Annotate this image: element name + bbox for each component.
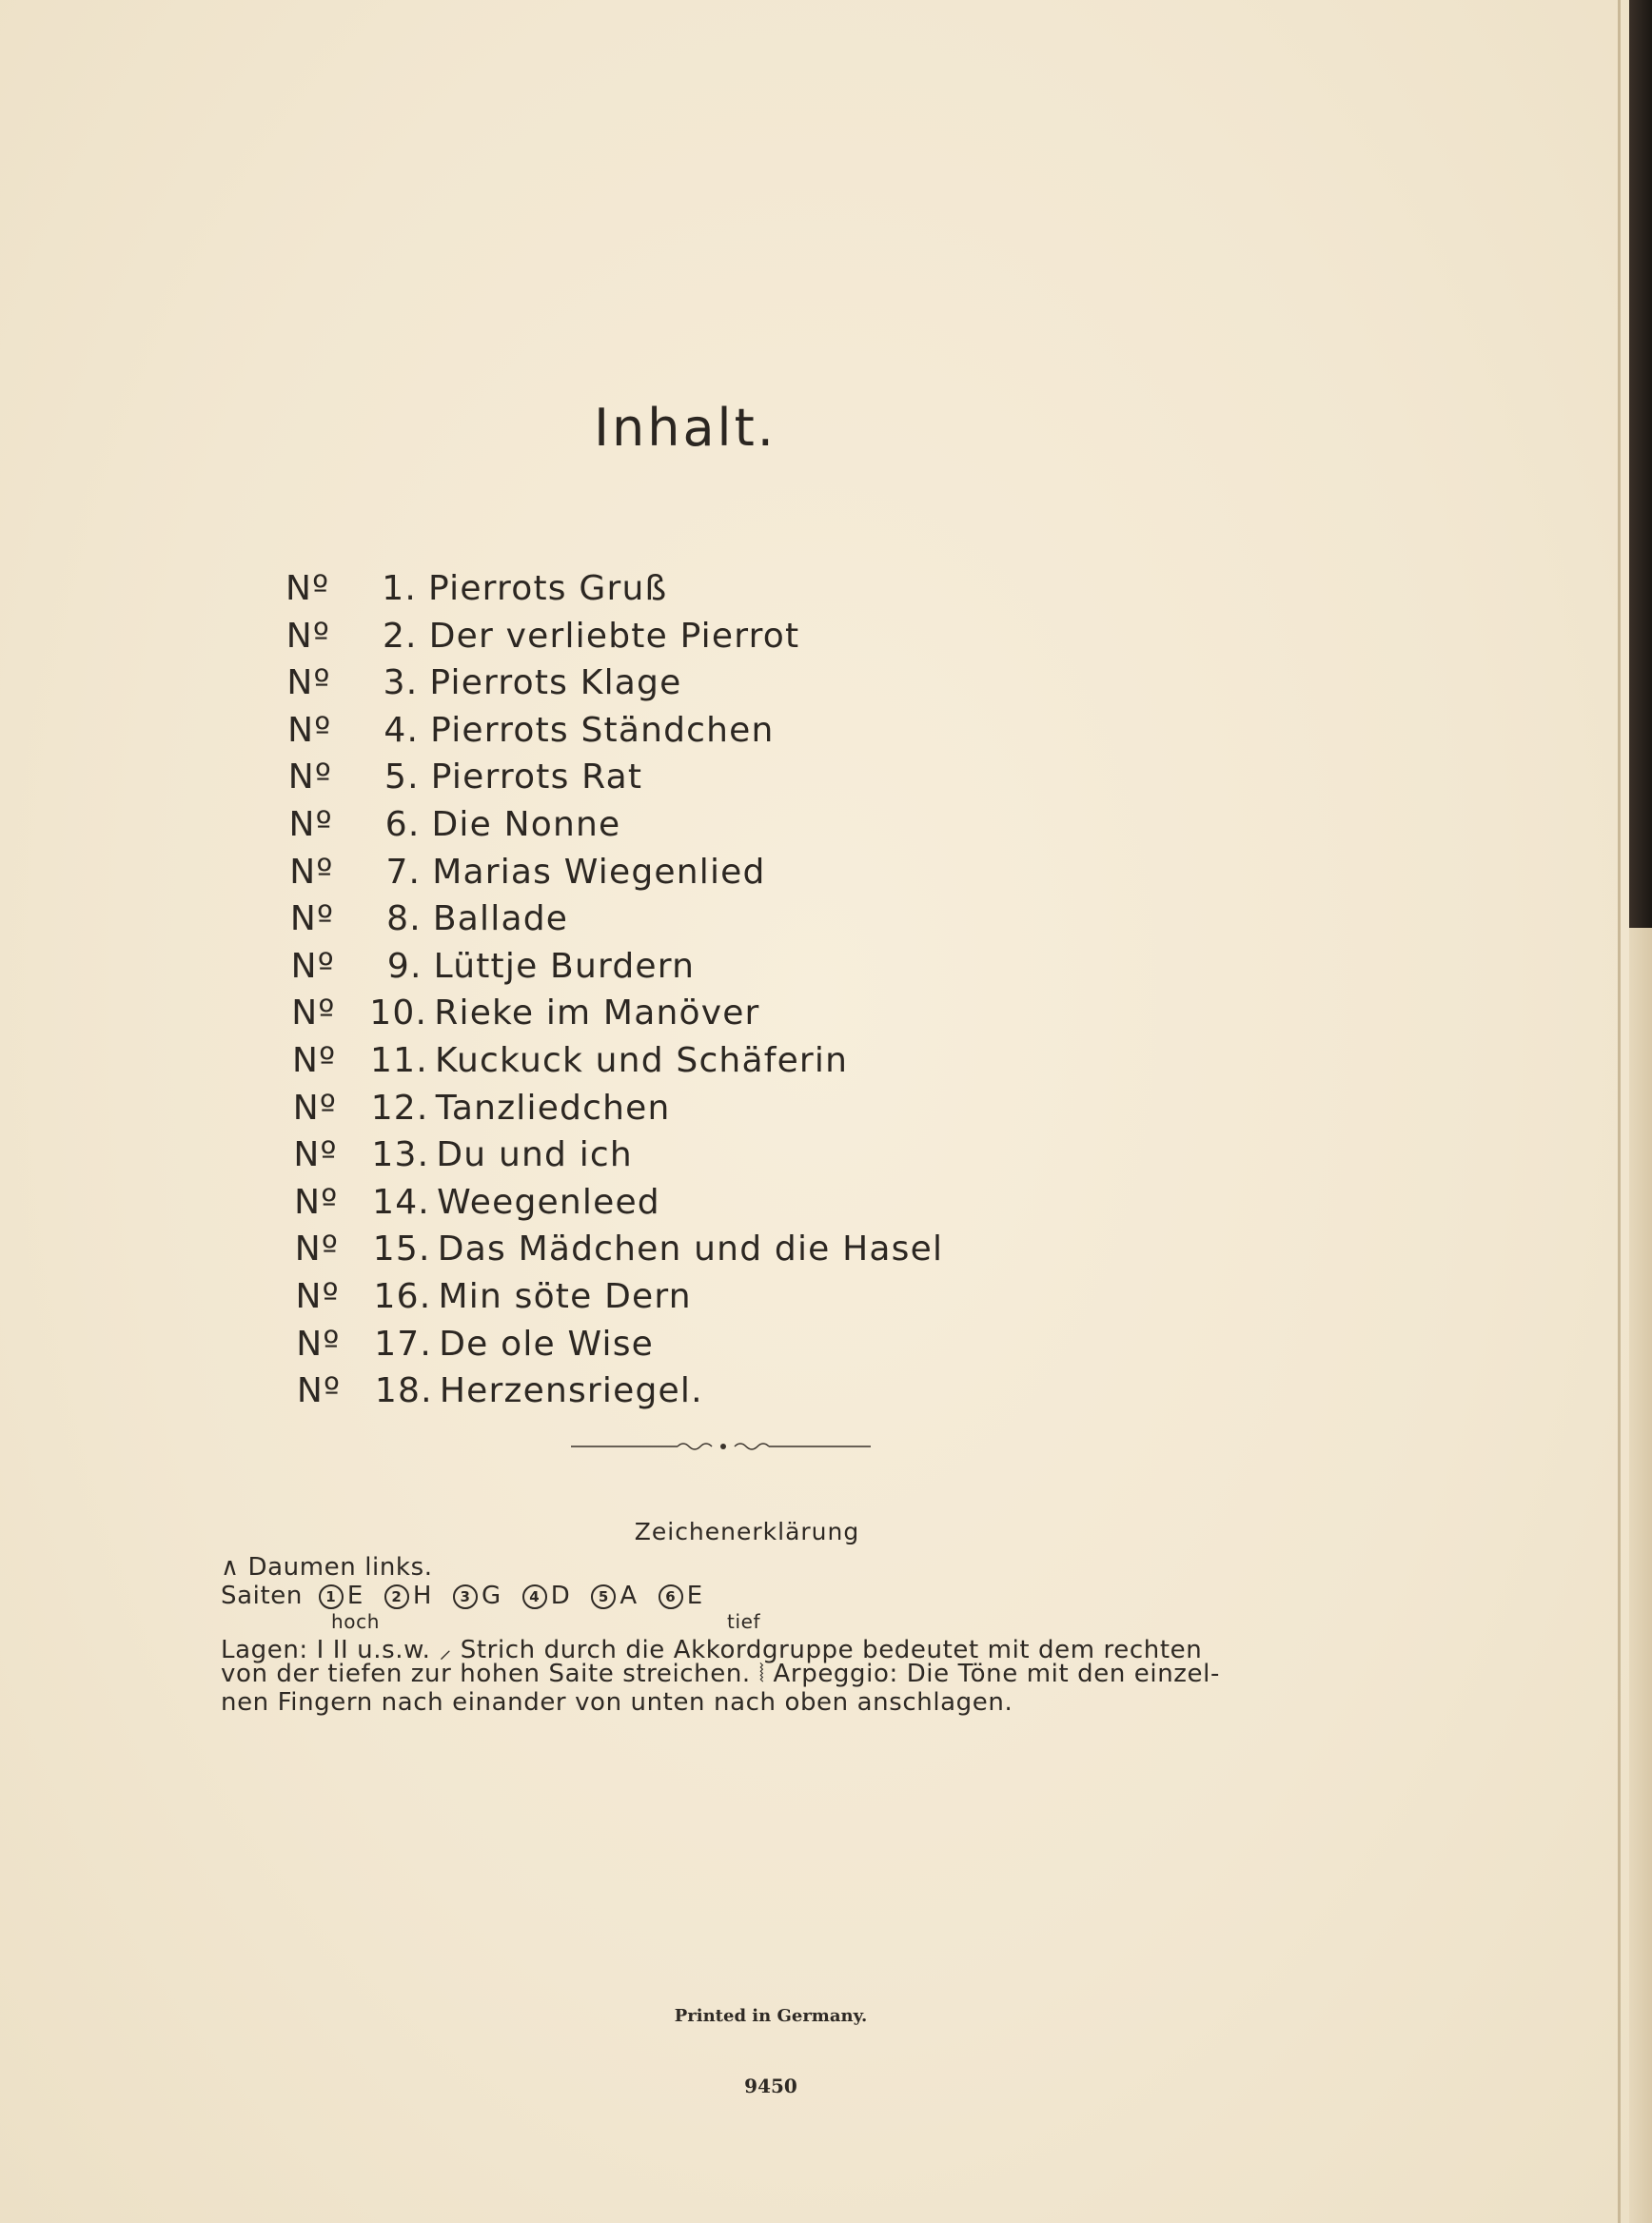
toc-number: 3. <box>383 663 419 703</box>
toc-title: Die Nonne <box>431 804 621 844</box>
toc-number: 18. <box>374 1371 433 1411</box>
toc-entry <box>296 1277 944 1325</box>
legend-low: tief <box>727 1610 761 1633</box>
toc-no-label: Nº <box>285 569 330 608</box>
toc-title: Das Mädchen und die Hasel <box>437 1230 944 1269</box>
toc-entry <box>291 947 944 994</box>
toc-title: Herzensriegel. <box>439 1371 703 1411</box>
toc-title: Der verliebte Pierrot <box>428 616 800 656</box>
toc-entry <box>291 993 943 1041</box>
toc-entry <box>296 1325 943 1372</box>
toc-no-label: Nº <box>294 1230 340 1269</box>
strings-label: Saiten <box>221 1582 303 1610</box>
toc-no-label: Nº <box>293 1135 338 1175</box>
toc-no-label: Nº <box>285 616 330 656</box>
toc-no-label: Nº <box>286 663 331 703</box>
toc-no-label: Nº <box>288 804 333 844</box>
page-edge-light <box>1629 928 1652 2223</box>
toc-entry <box>288 757 943 805</box>
string-note: G <box>482 1582 502 1610</box>
toc-number: 13. <box>371 1135 430 1175</box>
toc-number: 11. <box>370 1040 428 1080</box>
toc-number: 14. <box>372 1182 430 1222</box>
toc-number: 2. <box>382 616 418 656</box>
toc-title: Pierrots Klage <box>429 663 682 703</box>
toc-no-label: Nº <box>294 1182 339 1222</box>
toc-title: Rieke im Manöver <box>434 993 760 1033</box>
string-note: E <box>686 1582 703 1610</box>
table-of-contents <box>285 569 943 1419</box>
toc-title: Ballade <box>432 899 569 939</box>
printed-in-germany: Printed in Germany. <box>674 2006 868 2026</box>
legend-line-1: Lagen: I II u.s.w. ⸝ Strich durch die Akkordgruppe bedeutet mit dem rechten <box>221 1636 1203 1664</box>
toc-entry <box>295 1230 943 1277</box>
toc-title: De ole Wise <box>439 1324 655 1364</box>
toc-entry <box>294 1183 943 1230</box>
toc-no-label: Nº <box>296 1371 342 1411</box>
toc-title: Tanzliedchen <box>435 1088 671 1128</box>
toc-number: 16. <box>373 1276 432 1316</box>
toc-number: 6. <box>384 804 421 844</box>
toc-title: Min söte Dern <box>438 1276 692 1316</box>
toc-number: 8. <box>386 899 422 939</box>
string-number-circle: 5 <box>591 1584 616 1609</box>
toc-entry <box>293 1089 944 1136</box>
toc-title: Pierrots Rat <box>430 757 643 797</box>
toc-entry <box>289 853 943 900</box>
toc-number: 9. <box>386 946 423 986</box>
legend-line-2: von der tiefen zur hohen Saite streichen. ⦚ Arpeggio: Die Töne mit den einzel- <box>221 1660 1220 1688</box>
toc-no-label: Nº <box>296 1324 341 1364</box>
toc-entry <box>297 1371 943 1419</box>
string-note: D <box>550 1582 571 1610</box>
toc-title: Weegenleed <box>437 1182 660 1222</box>
toc-no-label: Nº <box>290 946 335 986</box>
toc-no-label: Nº <box>289 852 334 892</box>
string-note: A <box>620 1582 638 1610</box>
toc-title: Pierrots Ständchen <box>430 710 775 750</box>
toc-number: 17. <box>374 1324 433 1364</box>
string-number-circle: 1 <box>319 1584 344 1609</box>
toc-entry <box>286 617 944 664</box>
legend-heading: Zeichenerklärung <box>634 1518 860 1545</box>
toc-no-label: Nº <box>291 993 336 1033</box>
toc-entry <box>289 805 944 853</box>
toc-entry <box>285 569 943 617</box>
page-edge-shadow <box>1618 0 1621 2223</box>
toc-entry <box>292 1041 943 1089</box>
string-note: E <box>346 1582 364 1610</box>
toc-number: 4. <box>384 710 420 750</box>
legend-high-low <box>221 1610 1363 1631</box>
legend <box>221 1553 1363 1717</box>
toc-entry <box>286 663 943 711</box>
toc-no-label: Nº <box>292 1040 337 1080</box>
toc-number: 5. <box>384 757 420 797</box>
toc-number: 10. <box>369 993 428 1033</box>
string-number-circle: 6 <box>659 1584 683 1609</box>
legend-strings <box>221 1582 1363 1610</box>
string-number-circle: 3 <box>453 1584 478 1609</box>
toc-title: Du und ich <box>436 1135 633 1175</box>
string-number-circle: 2 <box>384 1584 409 1609</box>
toc-no-label: Nº <box>295 1276 340 1316</box>
string-note: H <box>412 1582 432 1610</box>
toc-entry <box>290 899 943 947</box>
divider-ornament <box>571 1437 875 1456</box>
toc-title: Lüttje Burdern <box>433 946 696 986</box>
toc-number: 12. <box>370 1088 429 1128</box>
plate-number: 9450 <box>744 2075 797 2097</box>
legend-high: hoch <box>331 1610 380 1633</box>
legend-line-3: nen Fingern nach einander von unten nach oben anschlagen. <box>221 1688 1013 1717</box>
toc-no-label: Nº <box>287 710 332 750</box>
page-edge-dark <box>1629 0 1652 928</box>
toc-title: Marias Wiegenlied <box>432 852 766 892</box>
toc-no-label: Nº <box>292 1088 337 1128</box>
toc-no-label: Nº <box>289 899 335 939</box>
toc-entry <box>293 1135 943 1183</box>
toc-number: 7. <box>385 852 422 892</box>
toc-number: 1. <box>382 569 417 608</box>
toc-entry <box>287 711 943 758</box>
toc-no-label: Nº <box>287 757 333 797</box>
legend-thumb: ∧ Daumen links. <box>221 1553 433 1582</box>
toc-number: 15. <box>372 1230 431 1269</box>
toc-title: Pierrots Gruß <box>428 569 668 608</box>
string-number-circle: 4 <box>522 1584 547 1609</box>
toc-title: Kuckuck und Schäferin <box>435 1040 849 1080</box>
page-title: Inhalt. <box>594 398 777 458</box>
